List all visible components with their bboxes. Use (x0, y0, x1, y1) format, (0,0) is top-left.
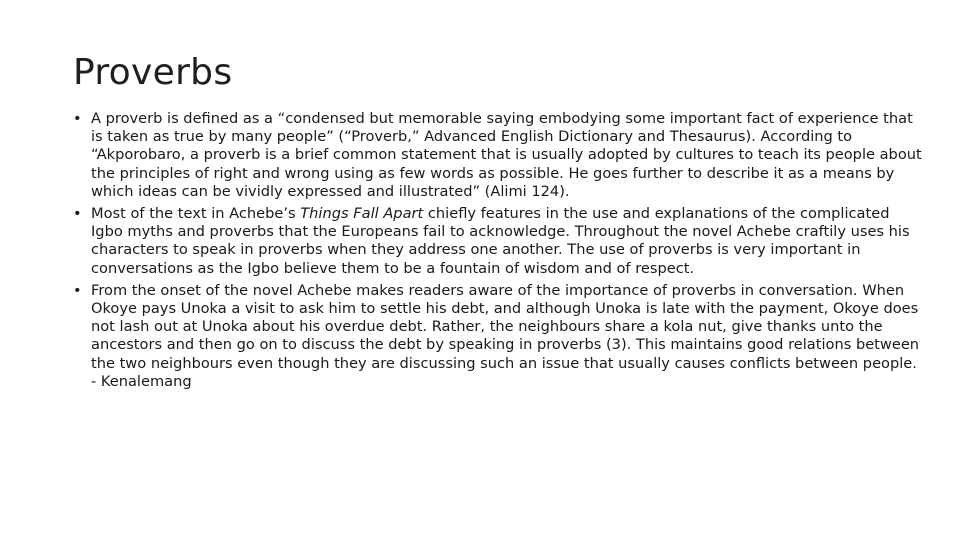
bullet-item-achebe-text (73, 205, 923, 278)
bullet-text-okoye-unoka: From the onset of the novel Achebe makes readers aware of the importance of proverbs in conversation. When Okoye pays Unoka a visit to ask him to settle his debt, and although Unoka is late with the payment, Okoye does not lash out at Unoka about his overdue debt. Rather, the neighbours share a kola nut, give thanks unto the ancestors and then go on to discuss the debt by speaking in proverbs (3). This maintains good relations between the two neighbours even though they are discussing such an issue that usually causes conflicts between people. - Kenalemang (91, 281, 920, 390)
bullet-marker: • (73, 281, 82, 299)
bullet-text-definition: A proverb is defined as a “condensed but memorable saying embodying some important fact of experience that is taken as true by many people” (“Proverb,” Advanced English Dictionary and Thesaurus). According to “Akporobaro, a proverb is a brief common statement that is usually adopted by cultures to teach its people about the principles of right and wrong using as few words as possible. He goes further to describe it as a means by which ideas can be vividly expressed and illustrated” (Alimi 124). (91, 110, 922, 200)
bullet-marker: • (73, 205, 82, 223)
bullet-item-definition (73, 110, 923, 201)
bullet-list (73, 110, 923, 395)
slide-title: Proverbs (73, 52, 233, 93)
bullet-text-after-title: chiefly features in the use and explanations of the complicated Igbo myths and proverbs that the Europeans fail to acknowledge. Throughout the novel Achebe craftily uses his characters to speak in proverbs when they address one another. The use of proverbs is very important in conversations as the Igbo believe them to be a fountain of wisdom and of respect. (91, 205, 910, 277)
book-title: Things Fall Apart (300, 205, 424, 223)
bullet-item-okoye-unoka (73, 282, 923, 391)
bullet-text-before-title: Most of the text in Achebe’s (91, 205, 301, 223)
bullet-text-achebe (91, 205, 910, 277)
bullet-marker: • (73, 110, 82, 127)
